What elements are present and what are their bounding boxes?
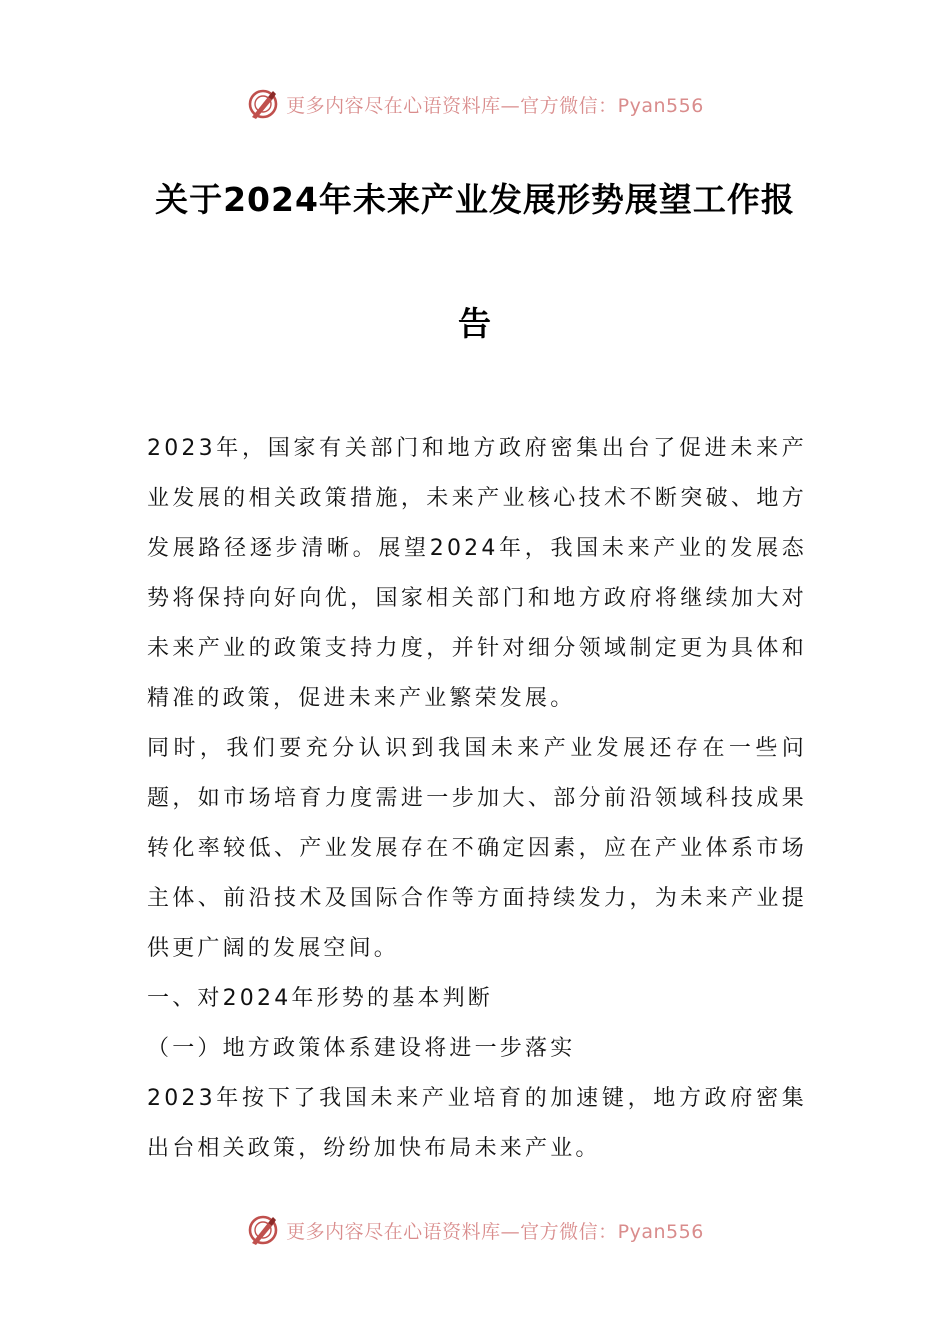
pen-logo-icon	[246, 1213, 280, 1247]
watermark-handle: Pyan556	[617, 1220, 704, 1243]
subsection-heading: （一）地方政策体系建设将进一步落实	[147, 1036, 576, 1061]
paragraph-problems: 同时，我们要充分认识到我国未来产业发展还存在一些问题，如市场培育力度需进一步加大、部分前沿领域科技成果转化率较低、产业发展存在不确定因素，应在产业体系市场主体、前沿技术及国际合作等方面持续发力，为未来产业提供更广阔的发展空间。	[147, 736, 807, 961]
document-title-line-2: 告	[458, 304, 492, 343]
header-watermark	[0, 82, 950, 126]
document-title-line-1: 关于2024年未来产业发展形势展望工作报	[155, 180, 795, 219]
paragraph-local-policy: 2023年按下了我国未来产业培育的加速键，地方政府密集出台相关政策，纷纷加快布局未来产业。	[147, 1086, 807, 1161]
pen-logo-icon	[246, 87, 280, 121]
paragraph-intro: 2023年，国家有关部门和地方政府密集出台了促进未来产业发展的相关政策措施，未来产业核心技术不断突破、地方发展路径逐步清晰。展望2024年，我国未来产业的发展态势将保持向好向优，国家相关部门和地方政府将继续加大对未来产业的政策支持力度，并针对细分领域制定更为具体和精准的政策，促进未来产业繁荣发展。	[147, 436, 807, 711]
watermark-handle: Pyan556	[617, 94, 704, 117]
watermark-text: 更多内容尽在心语资料库—官方微信：Pyan556	[286, 1220, 704, 1243]
watermark-text: 更多内容尽在心语资料库—官方微信：Pyan556	[286, 94, 704, 117]
document-body	[147, 424, 807, 1174]
section-heading: 一、对2024年形势的基本判断	[147, 986, 493, 1011]
footer-watermark	[0, 1208, 950, 1252]
